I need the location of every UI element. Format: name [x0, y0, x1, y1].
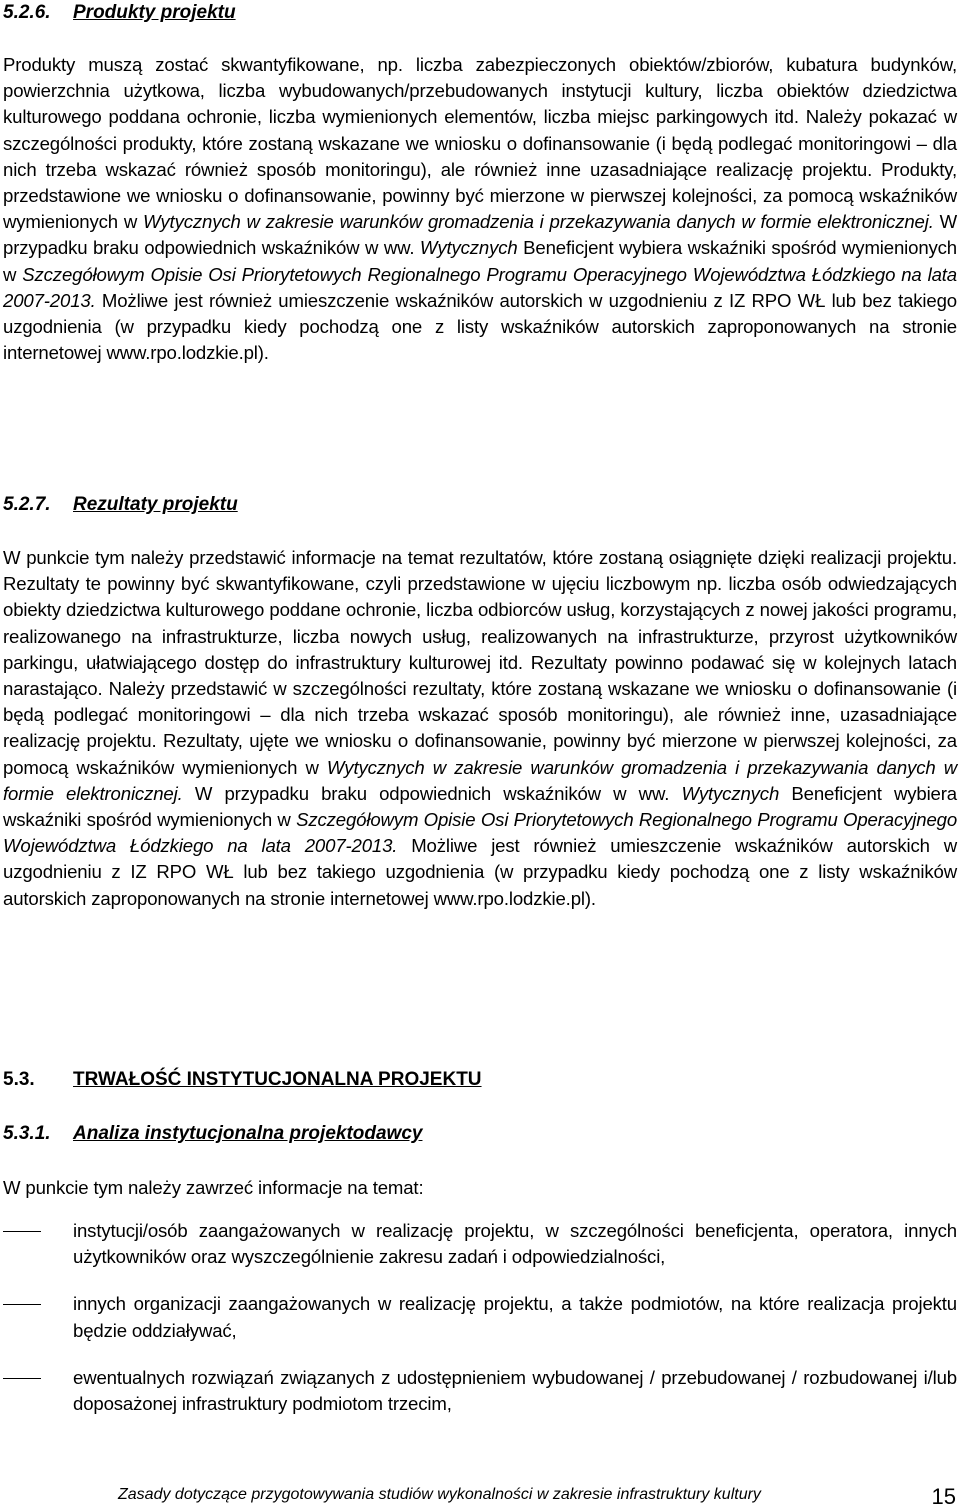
text-run: Produkty muszą zostać skwantyfikowane, np. liczba zabezpieczonych obiektów/zbiorów, kubatura budynków, powierzchnia użytkowa, liczba wybudowanych/przebudowanych instytucji kultury, liczba obiektów dziedzictwa kulturowego poddana ochronie, liczba wymienionych elementów, liczba miejsc parkingowych itd. Należy pokazać w szczególności produkty, które zostaną wskazane we wniosku o dofinansowanie (i będą podlegać monitoringowi – dla nich trzeba wskazać również sposób monitoringu), ale również inne uzasadniające realizację projektu. Produkty, przedstawione we wniosku o dofinansowanie, powinny być mierzone w pierwszej kolejności, za pomocą wskaźników wymienionych w: [3, 54, 957, 233]
section-number: 5.2.7.: [3, 494, 51, 515]
bullet-list: [3, 1218, 957, 1417]
italic-text-run: Wytycznych w zakresie warunków gromadzenia i przekazywania danych w formie elektronicznej.: [3, 756, 958, 804]
text-run: W punkcie tym należy przedstawić informacje na temat rezultatów, które zostaną osiągnięte dzięki realizacji projektu. Rezultaty te powinny być skwantyfikowane, czyli przedstawione w ujęciu liczbowym np. liczba osób odwiedzających obiekty dziedzictwa kulturowego poddane ochronie, liczba odbiorców usług, korzystających z nowej jakości programu, realizowanego na infrastrukturze, liczba nowych usług, realizowanych na infrastrukturze, przyrost użytkowników parkingu, ułatwiającego dostęp do infrastruktury kulturowej itd. Rezultaty powinno podawać się w kolejnych latach narastająco. Należy przedstawić w szczególności rezultaty, które zostaną wskazane we wniosku o dofinansowanie (i będą podlegać monitoringowi – dla nich trzeba wskazać sposób monitoringu), ale również inne, uzasadniające realizację projektu. Rezultaty, ujęte we wniosku o dofinansowanie, powinny być mierzone w pierwszej kolejności, za pomocą wskaźników wymienionych w: [3, 547, 957, 778]
section-heading-5-2-6: [3, 0, 236, 26]
section-number: 5.3.: [3, 1069, 35, 1090]
italic-text-run: Wytycznych: [681, 782, 780, 804]
list-item: [3, 1291, 957, 1343]
page-number: 15: [931, 1484, 956, 1509]
section-title: Rezultaty projektu: [73, 494, 238, 515]
paragraph-produkty: [3, 52, 957, 366]
text-run: W przypadku braku odpowiednich wskaźników w ww.: [3, 211, 958, 259]
list-item-text: instytucji/osób zaangażowanych w realizację projektu, w szczególności beneficjenta, operatora, innych użytkowników oraz wyszczególnienie zakresu zadań i odpowiedzialności,: [73, 1220, 957, 1268]
section-heading-5-3: [3, 1067, 482, 1093]
italic-text-run: Szczegółowym Opisie Osi Priorytetowych Regionalnego Programu Operacyjnego Województwa Łódzkiego na lata 2007-2013.: [3, 263, 957, 311]
italic-text-run: Wytycznych: [419, 237, 518, 259]
text-run: Możliwe jest również umieszczenie wskaźników autorskich w uzgodnieniu z IZ RPO WŁ lub bez takiego uzgodnienia (w przypadku kiedy pochodzą one z listy wskaźników autorskich zaproponowanych na stronie internetowej www.rpo.lodzkie.pl).: [3, 289, 957, 364]
paragraph-intro: W punkcie tym należy zawrzeć informacje na temat:: [3, 1177, 424, 1198]
dash-bullet-icon: [3, 1378, 41, 1379]
text-run: W przypadku braku odpowiednich wskaźników w ww.: [182, 782, 682, 804]
section-heading-5-3-1: [3, 1121, 422, 1147]
list-item: [3, 1365, 957, 1417]
list-item-text: innych organizacji zaangażowanych w realizację projektu, a także podmiotów, na które realizacja projektu będzie oddziaływać,: [73, 1293, 957, 1341]
dash-bullet-icon: [3, 1231, 41, 1232]
section-title: Analiza instytucjonalna projektodawcy: [73, 1123, 423, 1144]
section-title: TRWAŁOŚĆ INSTYTUCJONALNA PROJEKTU: [73, 1069, 482, 1090]
italic-text-run: Wytycznych w zakresie warunków gromadzenia i przekazywania danych w formie elektronicznej.: [143, 211, 934, 233]
section-heading-5-2-7: [3, 492, 238, 518]
text-run: Beneficjent wybiera wskaźniki spośród wymienionych w: [3, 782, 957, 831]
section-number: 5.2.6.: [3, 2, 51, 23]
list-item-text: ewentualnych rozwiązań związanych z udostępnieniem wybudowanej / przebudowanej / rozbudowanej i/lub doposażonej infrastruktury podmiotom trzecim,: [73, 1366, 957, 1415]
text-run: Beneficjent wybiera wskaźniki spośród wymienionych w: [3, 237, 957, 285]
italic-text-run: Szczegółowym Opisie Osi Priorytetowych Regionalnego Programu Operacyjnego Województwa Łódzkiego na lata 2007-2013.: [3, 809, 958, 857]
list-item: [3, 1218, 957, 1270]
dash-bullet-icon: [3, 1304, 41, 1305]
section-number: 5.3.1.: [3, 1123, 51, 1144]
paragraph-rezultaty: [3, 545, 957, 912]
section-title: Produkty projektu: [73, 2, 236, 23]
text-run: Możliwe jest również umieszczenie wskaźników autorskich w uzgodnieniu z IZ RPO WŁ lub bez takiego uzgodnienia (w przypadku kiedy pochodzą one z listy wskaźników autorskich zaproponowanych na stronie internetowej www.rpo.lodzkie.pl).: [3, 835, 957, 909]
page-footer: Zasady dotyczące przygotowywania studiów wykonalności w zakresie infrastruktury kultury: [118, 1486, 761, 1503]
